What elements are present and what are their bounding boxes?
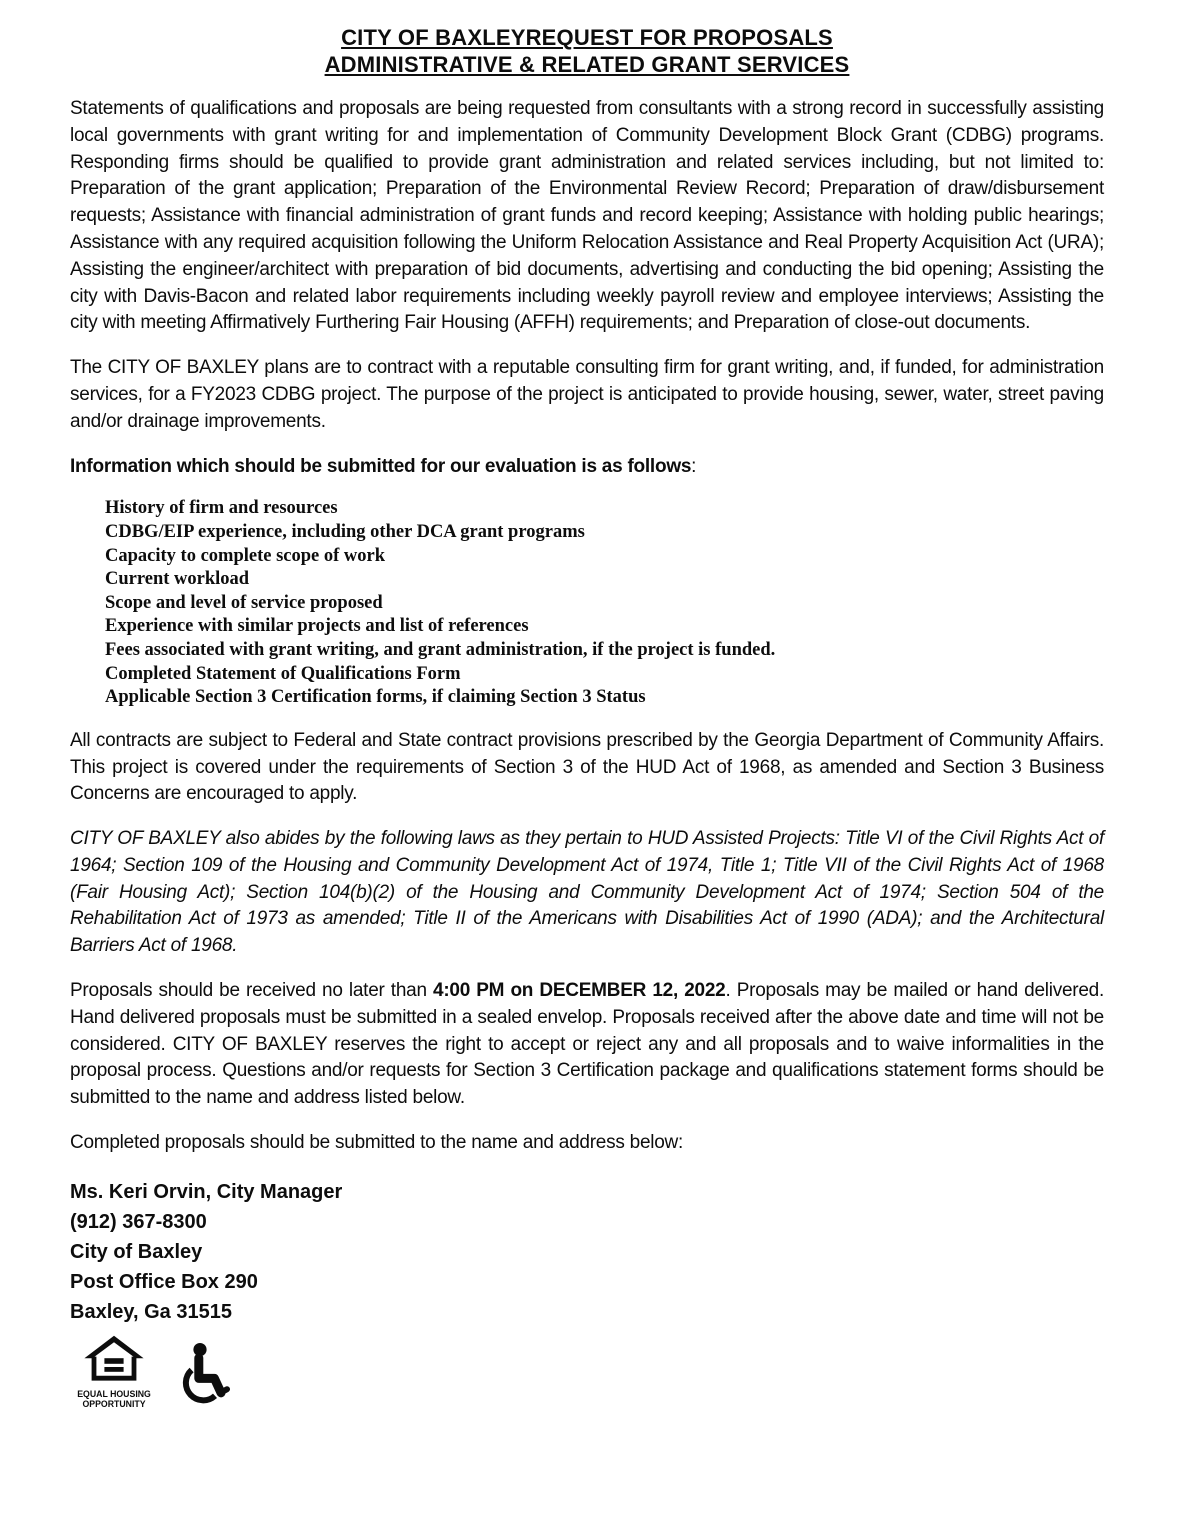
list-item: CDBG/EIP experience, including other DCA grant programs <box>105 521 585 542</box>
contact-po-box: Post Office Box 290 <box>70 1270 258 1293</box>
equal-housing-caption-line1: EQUAL HOUSING <box>77 1388 151 1400</box>
evaluation-heading-colon: : <box>691 455 697 477</box>
list-item: Fees associated with grant writing, and grant administration, if the project is funded. <box>105 639 776 660</box>
evaluation-heading-text: Information which should be submitted for our evaluation is as follows <box>70 455 692 477</box>
equal-housing-house-icon <box>83 1335 145 1388</box>
wheelchair-accessibility-icon <box>170 1337 230 1420</box>
document-title <box>70 24 1104 78</box>
paragraph-laws: CITY OF BAXLEY also abides by the following laws as they pertain to HUD Assisted Projects: Title VI of the Civil Rights Act of 1964; Section 109 of the Housing and Community Development Act of 1974, Title 1; Title VII of the Civil Rights Act of 1968 (Fair Housing Act); Section 104(b)(2) of the Housing and Community Development Act of 1974; Section 504 of the Rehabilitation Act of 1973 as amended; Title II of the Americans with Disabilities Act of 1990 (ADA); and the Architectural Barriers Act of 1968. <box>70 828 1104 957</box>
equal-housing-caption <box>77 1390 151 1411</box>
evaluation-heading <box>70 454 1104 481</box>
document-title-line2: ADMINISTRATIVE & RELATED GRANT SERVICES <box>324 52 850 77</box>
deadline-datetime: 4:00 PM on DECEMBER 12, 2022 <box>433 980 726 1002</box>
paragraph-contracts: All contracts are subject to Federal and State contract provisions prescribed by the Georgia Department of Community Affairs. This project is covered under the requirements of Section 3 of the HUD Act of 1968, as amended and Section 3 Business Concerns are encouraged to apply. <box>70 729 1104 805</box>
equal-housing-opportunity-logo <box>78 1335 150 1411</box>
contact-org: City of Baxley <box>70 1240 203 1263</box>
paragraph-submit-to: Completed proposals should be submitted to the name and address below: <box>70 1132 684 1154</box>
list-item: Applicable Section 3 Certification forms, if claiming Section 3 Status <box>105 687 646 708</box>
footer-logos <box>78 1335 1104 1420</box>
list-item: Scope and level of service proposed <box>105 592 383 613</box>
paragraph-intro: Statements of qualifications and proposals are being requested from consultants with a strong record in successfully assisting local governments with grant writing for and implementation of Community Development Block Grant (CDBG) programs. Responding firms should be qualified to provide grant administration and related services including, but not limited to: Preparation of the grant application; Preparation of the Environmental Review Record; Preparation of draw/disbursement requests; Assistance with financial administration of grant funds and record keeping; Assistance with holding public hearings; Assistance with any required acquisition following the Uniform Relocation Assistance and Real Property Acquisition Act (URA); Assisting the engineer/architect with preparation of bid documents, advertising and conducting the bid opening; Assisting the city with Davis-Bacon and related labor requirements including weekly payroll review and employee interviews; Assisting the city with meeting Affirmatively Furthering Fair Housing (AFFH) requirements; and Preparation of close-out documents. <box>70 98 1104 334</box>
paragraph-deadline <box>70 978 1104 1112</box>
paragraph-plans: The CITY OF BAXLEY plans are to contract with a reputable consulting firm for grant writing, and, if funded, for administration services, for a FY2023 CDBG project. The purpose of the project is anticipated to provide housing, sewer, water, street paving and/or drainage improvements. <box>70 357 1104 432</box>
list-item: History of firm and resources <box>105 498 338 519</box>
list-item: Experience with similar projects and list of references <box>105 616 529 637</box>
contact-phone: (912) 367-8300 <box>70 1210 207 1233</box>
deadline-text-before: Proposals should be received no later than <box>70 980 433 1002</box>
deadline-text-after: . Proposals may be mailed or hand delivered. Hand delivered proposals must be submitted in a sealed envelop. Proposals received after the above date and time will not be considered. CITY OF BAXLEY reserves the right to accept or reject any and all proposals and to waive informalities in the proposal process. Questions and/or requests for Section 3 Certification package and qualifications statement forms should be submitted to the name and address listed below. <box>70 980 1105 1109</box>
evaluation-items-list <box>105 497 1104 709</box>
contact-name: Ms. Keri Orvin, City Manager <box>70 1180 343 1203</box>
list-item: Completed Statement of Qualifications Form <box>105 663 461 684</box>
list-item: Current workload <box>105 569 250 590</box>
list-item: Capacity to complete scope of work <box>105 545 386 566</box>
contact-block <box>70 1177 1104 1327</box>
equal-housing-caption-line2: OPPORTUNITY <box>82 1399 146 1411</box>
document-title-line1: CITY OF BAXLEYREQUEST FOR PROPOSALS <box>341 25 833 50</box>
contact-city-state-zip: Baxley, Ga 31515 <box>70 1300 232 1323</box>
